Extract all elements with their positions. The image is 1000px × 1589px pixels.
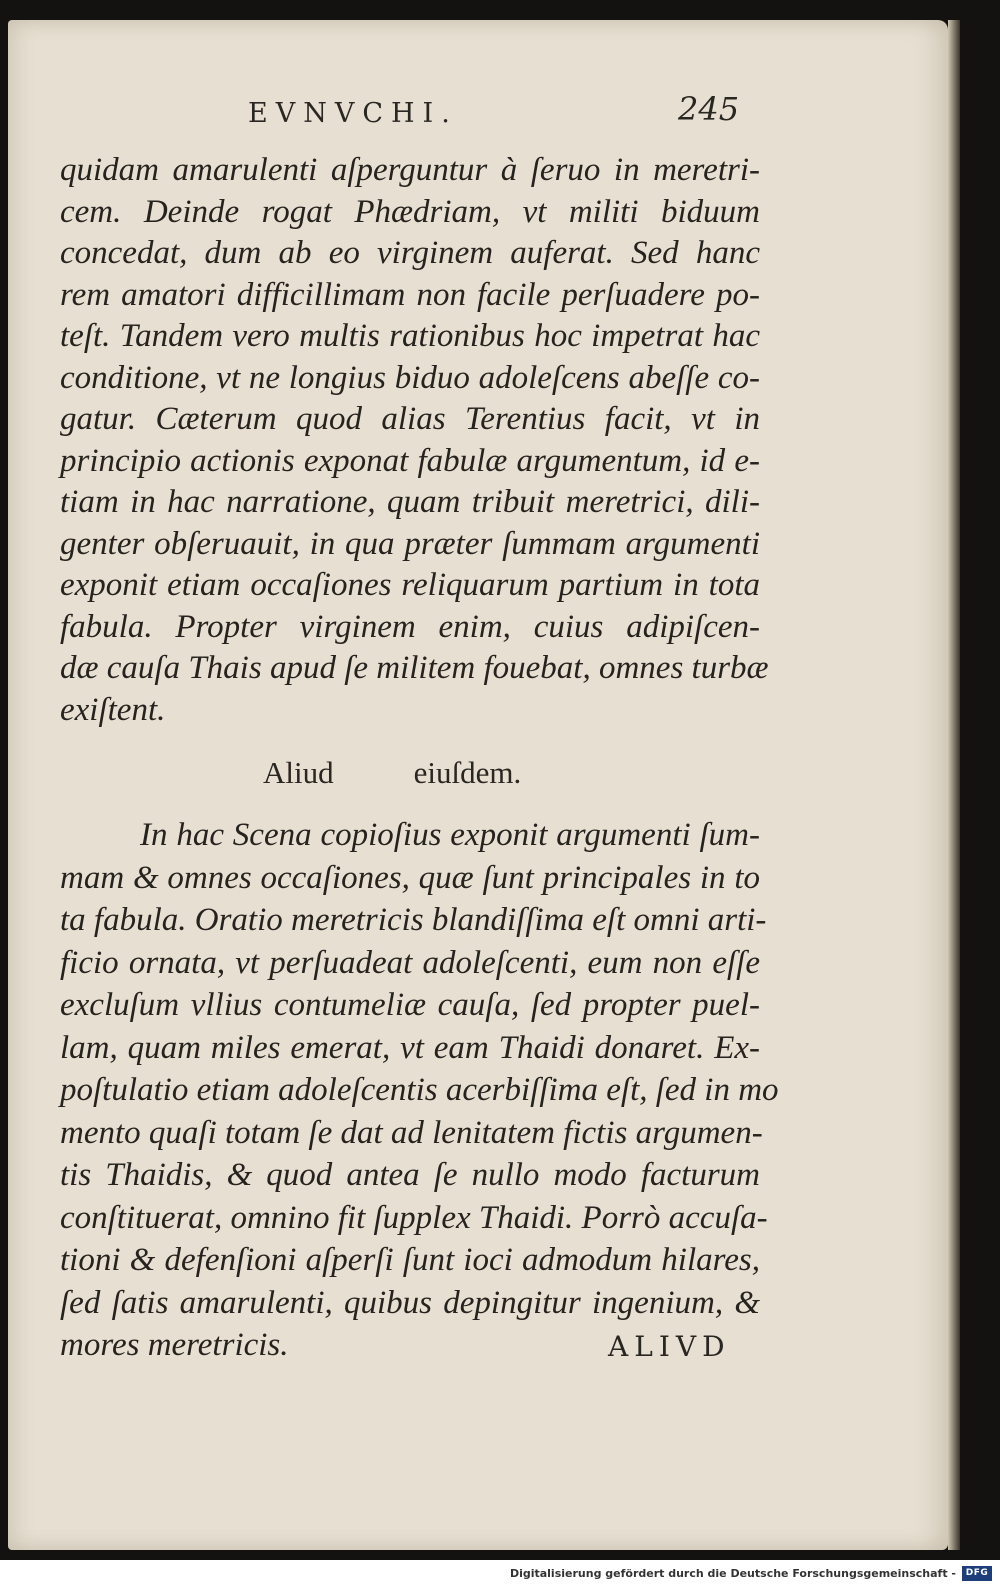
text-line: rem amatori difficillimam non facile perſuadere po- xyxy=(60,276,760,313)
book-page xyxy=(8,20,948,1550)
footer-bar xyxy=(0,1560,1000,1589)
paragraph-2 xyxy=(60,814,779,1367)
text-line: lam, quam miles emerat, vt eam Thaidi donaret. Ex- xyxy=(60,1029,760,1066)
catchword: ALIVD xyxy=(608,1330,731,1363)
section-heading xyxy=(263,755,521,791)
text-line: exiſtent. xyxy=(60,691,166,728)
text-line: exponit etiam occaſiones reliquarum partium in tota xyxy=(60,567,760,603)
running-head xyxy=(248,90,740,129)
page-number: 245 xyxy=(678,90,740,128)
text-line: mam & omnes occaſiones, quæ ſunt principales in to xyxy=(60,859,760,896)
text-line: genter obſeruauit, in qua præter ſummam argumenti xyxy=(60,525,760,562)
text-line: teſt. Tandem vero multis rationibus hoc impetrat hac xyxy=(60,318,760,354)
footer-credit: Digitalisierung gefördert durch die Deutsche Forschungsgemeinschaft - xyxy=(509,1567,956,1580)
text-line: mento quaſi totam ſe dat ad lenitatem fictis argumen- xyxy=(60,1114,763,1151)
text-line: In hac Scena copioſius exponit argumenti ſum- xyxy=(140,817,760,853)
text-line: concedat, dum ab eo virginem auferat. Sed hanc xyxy=(60,235,760,271)
text-line: fabula. Propter virginem enim, cuius adipiſcen- xyxy=(60,608,760,645)
text-line: ficio ornata, vt perſuadeat adoleſcenti, eum non eſſe xyxy=(60,944,760,981)
text-line: mores meretricis. xyxy=(60,1327,289,1363)
text-line: cem. Deinde rogat Phædriam, vt militi biduum xyxy=(60,193,760,230)
text-line: gatur. Cæterum quod alias Terentius facit, vt in xyxy=(60,401,760,437)
paragraph-1 xyxy=(60,150,769,731)
text-line: poſtulatio etiam adoleſcentis acerbiſſima eſt, ſed in mo xyxy=(60,1072,779,1108)
running-title: EVNVCHI. xyxy=(248,98,458,129)
text-line: excluſum vllius contumeliæ cauſa, ſed propter puel- xyxy=(60,987,760,1023)
text-line: principio actionis exponat fabulæ argumentum, id e- xyxy=(60,442,760,479)
text-line: conditione, vt ne longius biduo adoleſcens abeſſe co- xyxy=(60,359,760,396)
text-line: dæ cauſa Thais apud ſe militem fouebat, omnes turbæ xyxy=(60,650,769,686)
text-line: ſed ſatis amarulenti, quibus depingitur ingenium, & xyxy=(60,1284,760,1321)
heading-word: Aliud xyxy=(263,755,334,790)
heading-word: eiuſdem. xyxy=(413,755,522,790)
text-line: tis Thaidis, & quod antea ſe nullo modo facturum xyxy=(60,1157,760,1193)
text-line: tiam in hac narratione, quam tribuit meretrici, dili- xyxy=(60,484,760,520)
text-line: quidam amarulenti aſperguntur à ſeruo in meretri- xyxy=(60,152,760,188)
text-line: tioni & defenſioni aſperſi ſunt ioci admodum hilares, xyxy=(60,1242,760,1278)
text-line: ta fabula. Oratio meretricis blandiſſima eſt omni arti- xyxy=(60,902,767,938)
text-line: conſtituerat, omnino fit ſupplex Thaidi. Porrò accuſa- xyxy=(60,1199,768,1236)
dfg-logo-icon: DFG xyxy=(962,1566,992,1581)
page-edge xyxy=(948,20,960,1550)
